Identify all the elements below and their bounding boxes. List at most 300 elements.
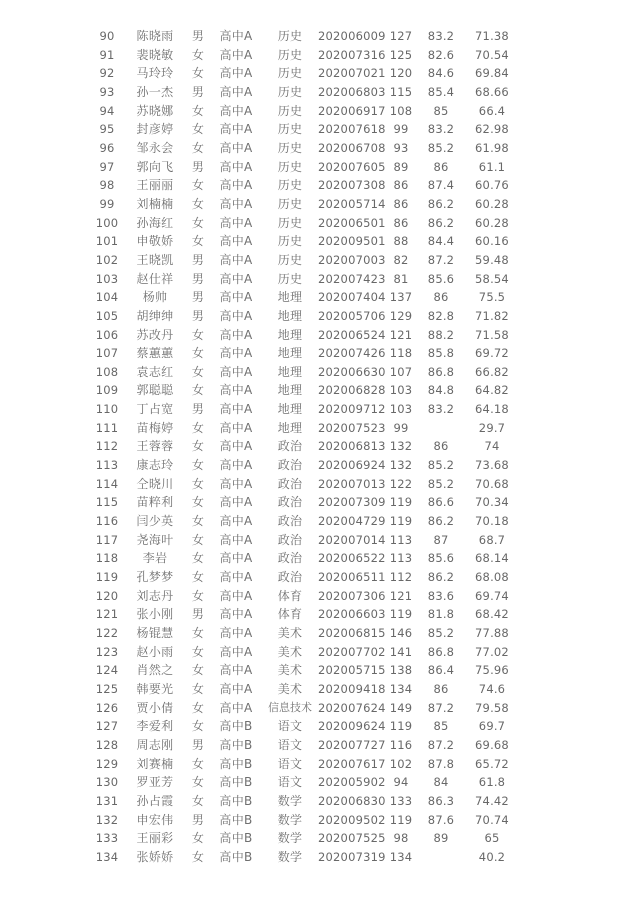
cell-subject: 语文: [277, 775, 303, 790]
cell-name: 闫少英: [136, 514, 174, 529]
cell-gender: 女: [191, 570, 205, 585]
cell-subject: 政治: [277, 439, 303, 454]
cell-score1: 119: [389, 812, 413, 827]
cell-school-level: 高中B: [219, 793, 253, 808]
cell-school-level: 高中A: [219, 103, 253, 118]
cell-index: 119: [95, 570, 119, 585]
cell-school-level: 高中A: [219, 252, 253, 267]
cell-school-level: 高中A: [219, 476, 253, 491]
cell-score1: 119: [389, 495, 413, 510]
table-row: [90, 475, 520, 494]
cell-score2: 83.6: [427, 588, 455, 603]
cell-score2: 84.4: [427, 234, 455, 249]
cell-index: 131: [95, 793, 119, 808]
score-table: [90, 27, 520, 867]
cell-index: 120: [95, 588, 119, 603]
table-row: [90, 643, 520, 662]
cell-score1: 103: [389, 383, 413, 398]
cell-subject: 历史: [277, 103, 303, 118]
cell-score2: 86.3: [427, 793, 455, 808]
cell-index: 96: [99, 140, 115, 155]
cell-gender: 女: [191, 458, 205, 473]
cell-subject: 美术: [277, 644, 303, 659]
cell-school-level: 高中A: [219, 458, 253, 473]
cell-name: 封彦婷: [136, 122, 174, 137]
cell-name: 刘志丹: [136, 588, 174, 603]
cell-score2: 83.2: [427, 122, 455, 137]
cell-exam-id: 202007702: [318, 644, 386, 659]
table-row: [90, 344, 520, 363]
cell-name: 周志刚: [136, 737, 174, 752]
cell-subject: 体育: [277, 588, 303, 603]
cell-score1: 99: [393, 420, 409, 435]
cell-score2: 82.6: [427, 47, 455, 62]
cell-score3: 59.48: [475, 252, 509, 267]
cell-subject: 政治: [277, 495, 303, 510]
cell-gender: 女: [191, 495, 205, 510]
cell-score2: 86: [433, 159, 449, 174]
table-row: [90, 232, 520, 251]
cell-score2: 86.8: [427, 644, 455, 659]
cell-score3: 68.42: [475, 607, 509, 622]
cell-score3: 77.88: [475, 626, 509, 640]
cell-score3: 60.16: [475, 234, 509, 249]
cell-score3: 68.7: [478, 532, 506, 547]
cell-index: 98: [99, 178, 115, 193]
cell-school-level: 高中A: [219, 588, 253, 603]
cell-gender: 女: [191, 644, 205, 659]
cell-subject: 政治: [277, 551, 303, 566]
table-row: [90, 195, 520, 214]
cell-score2: 86: [433, 439, 449, 454]
cell-exam-id: 202006630: [318, 364, 386, 379]
cell-school-level: 高中A: [219, 215, 253, 230]
cell-score2: 85.4: [427, 84, 455, 99]
cell-school-level: 高中A: [219, 159, 253, 174]
cell-name: 王晓凯: [136, 252, 174, 267]
cell-subject: 数学: [277, 812, 303, 827]
table-row: [90, 699, 520, 718]
cell-score3: 65: [484, 831, 500, 846]
cell-exam-id: 202007309: [318, 495, 386, 510]
cell-gender: 男: [191, 308, 205, 323]
cell-score2: 88.2: [427, 327, 455, 342]
cell-index: 117: [95, 532, 119, 547]
cell-school-level: 高中A: [219, 607, 253, 622]
cell-name: 杨锟慧: [136, 626, 174, 640]
cell-exam-id: 202006511: [318, 570, 386, 585]
cell-school-level: 高中A: [219, 514, 253, 529]
cell-index: 109: [95, 383, 119, 398]
cell-exam-id: 202006708: [318, 140, 386, 155]
cell-exam-id: 202007013: [318, 476, 386, 491]
cell-exam-id: 202006501: [318, 215, 386, 230]
cell-gender: 女: [191, 775, 205, 790]
table-row: [90, 158, 520, 177]
table-row: [90, 400, 520, 419]
table-row: [90, 326, 520, 345]
cell-gender: 女: [191, 234, 205, 249]
cell-index: 106: [95, 327, 119, 342]
cell-school-level: 高中A: [219, 122, 253, 137]
cell-school-level: 高中A: [219, 346, 253, 361]
cell-gender: 女: [191, 383, 205, 398]
cell-score1: 81: [393, 271, 409, 286]
cell-exam-id: 202007308: [318, 178, 386, 193]
table-row: [90, 680, 520, 699]
cell-score1: 122: [389, 476, 413, 491]
cell-subject: 历史: [277, 234, 303, 249]
cell-name: 苏晓娜: [136, 103, 174, 118]
cell-score2: 86: [433, 290, 449, 305]
table-row: [90, 419, 520, 438]
cell-school-level: 高中B: [219, 775, 253, 790]
cell-subject: 历史: [277, 196, 303, 211]
cell-score1: 86: [393, 178, 409, 193]
cell-exam-id: 202005902: [318, 775, 386, 790]
cell-score1: 137: [389, 290, 413, 305]
cell-exam-id: 202007605: [318, 159, 386, 174]
cell-score3: 71.82: [475, 308, 509, 323]
cell-exam-id: 202007727: [318, 737, 386, 752]
cell-score3: 79.58: [475, 700, 509, 715]
cell-index: 91: [99, 47, 115, 62]
cell-school-level: 高中B: [219, 737, 253, 752]
cell-score3: 58.54: [475, 271, 509, 286]
cell-exam-id: 202006522: [318, 551, 386, 566]
cell-gender: 女: [191, 47, 205, 62]
cell-index: 90: [99, 29, 115, 43]
cell-score3: 73.68: [475, 458, 509, 473]
cell-gender: 男: [191, 29, 205, 43]
table-row: [90, 102, 520, 121]
cell-name: 郭向飞: [136, 159, 174, 174]
cell-index: 121: [95, 607, 119, 622]
cell-score1: 102: [389, 756, 413, 771]
cell-exam-id: 202007003: [318, 252, 386, 267]
cell-score1: 132: [389, 439, 413, 454]
cell-exam-id: 202006924: [318, 458, 386, 473]
cell-gender: 男: [191, 402, 205, 417]
cell-score1: 94: [393, 775, 409, 790]
cell-score3: 66.82: [475, 364, 509, 379]
cell-score2: 85.2: [427, 476, 455, 491]
cell-score1: 138: [389, 663, 413, 678]
cell-score2: 85.2: [427, 626, 455, 640]
cell-subject: 政治: [277, 514, 303, 529]
cell-exam-id: 202009502: [318, 812, 386, 827]
cell-index: 101: [95, 234, 119, 249]
cell-score3: 40.2: [478, 849, 506, 864]
cell-index: 126: [95, 700, 119, 715]
table-row: [90, 46, 520, 65]
cell-score1: 132: [389, 458, 413, 473]
table-row: [90, 587, 520, 606]
cell-index: 114: [95, 476, 119, 491]
cell-exam-id: 202007426: [318, 346, 386, 361]
cell-gender: 男: [191, 84, 205, 99]
cell-score1: 98: [393, 831, 409, 846]
cell-score1: 134: [389, 681, 413, 696]
cell-name: 邹永会: [136, 140, 174, 155]
table-row: [90, 176, 520, 195]
cell-score2: 86.2: [427, 570, 455, 585]
cell-gender: 男: [191, 290, 205, 305]
cell-subject: 数学: [277, 849, 303, 864]
cell-school-level: 高中B: [219, 849, 253, 864]
table-row: [90, 456, 520, 475]
cell-score1: 119: [389, 719, 413, 734]
cell-exam-id: 202006917: [318, 103, 386, 118]
cell-index: 127: [95, 719, 119, 734]
cell-score2: 85.8: [427, 346, 455, 361]
cell-school-level: 高中A: [219, 84, 253, 99]
table-row: [90, 717, 520, 736]
cell-gender: 女: [191, 681, 205, 696]
cell-subject: 美术: [277, 681, 303, 696]
cell-score2: 89: [433, 831, 449, 846]
cell-exam-id: 202006603: [318, 607, 386, 622]
cell-name: 申宏伟: [136, 812, 174, 827]
cell-gender: 男: [191, 252, 205, 267]
cell-gender: 女: [191, 178, 205, 193]
cell-index: 102: [95, 252, 119, 267]
cell-school-level: 高中A: [219, 290, 253, 305]
cell-score3: 64.82: [475, 383, 509, 398]
cell-school-level: 高中A: [219, 551, 253, 566]
cell-score1: 89: [393, 159, 409, 174]
table-row: [90, 120, 520, 139]
cell-score2: 83.2: [427, 402, 455, 417]
cell-exam-id: 202009712: [318, 402, 386, 417]
cell-score1: 120: [389, 66, 413, 81]
cell-name: 张娇娇: [136, 849, 174, 864]
cell-school-level: 高中B: [219, 831, 253, 846]
cell-score1: 99: [393, 122, 409, 137]
cell-exam-id: 202006524: [318, 327, 386, 342]
cell-score3: 64.18: [475, 402, 509, 417]
cell-score3: 62.98: [475, 122, 509, 137]
cell-score3: 74: [484, 439, 500, 454]
cell-gender: 女: [191, 476, 205, 491]
cell-index: 107: [95, 346, 119, 361]
cell-name: 郭聪聪: [136, 383, 174, 398]
cell-subject: 地理: [277, 327, 303, 342]
cell-exam-id: 202006815: [318, 626, 386, 640]
cell-gender: 女: [191, 364, 205, 379]
cell-index: 108: [95, 364, 119, 379]
cell-name: 裴晓敏: [136, 47, 174, 62]
cell-school-level: 高中A: [219, 308, 253, 323]
cell-score1: 115: [389, 84, 413, 99]
cell-score1: 119: [389, 514, 413, 529]
cell-score2: 82.8: [427, 308, 455, 323]
cell-name: 孙占霞: [136, 793, 174, 808]
cell-gender: 女: [191, 551, 205, 566]
cell-exam-id: 202007617: [318, 756, 386, 771]
cell-school-level: 高中A: [219, 29, 253, 43]
cell-score1: 108: [389, 103, 413, 118]
cell-score2: 84.6: [427, 66, 455, 81]
cell-exam-id: 202007319: [318, 849, 386, 864]
cell-exam-id: 202006828: [318, 383, 386, 398]
cell-subject: 美术: [277, 626, 303, 640]
cell-school-level: 高中A: [219, 364, 253, 379]
cell-name: 罗亚芳: [136, 775, 174, 790]
cell-gender: 女: [191, 588, 205, 603]
cell-score3: 61.1: [478, 159, 506, 174]
cell-gender: 女: [191, 103, 205, 118]
cell-name: 李岩: [142, 551, 168, 566]
cell-score1: 93: [393, 140, 409, 155]
cell-exam-id: 202009501: [318, 234, 386, 249]
cell-subject: 地理: [277, 402, 303, 417]
cell-index: 112: [95, 439, 119, 454]
cell-score2: 86.2: [427, 196, 455, 211]
cell-score3: 71.38: [475, 29, 509, 43]
cell-subject: 历史: [277, 252, 303, 267]
cell-score1: 121: [389, 588, 413, 603]
cell-score1: 119: [389, 607, 413, 622]
cell-exam-id: 202007618: [318, 122, 386, 137]
cell-school-level: 高中A: [219, 383, 253, 398]
cell-index: 113: [95, 458, 119, 473]
cell-gender: 女: [191, 327, 205, 342]
cell-gender: 女: [191, 663, 205, 678]
table-row: [90, 512, 520, 531]
cell-name: 刘赛楠: [136, 756, 174, 771]
cell-name: 陈晓雨: [136, 29, 174, 43]
cell-gender: 女: [191, 346, 205, 361]
table-row: [90, 531, 520, 550]
cell-score1: 86: [393, 196, 409, 211]
cell-subject: 地理: [277, 346, 303, 361]
cell-exam-id: 202007014: [318, 532, 386, 547]
table-row: [90, 363, 520, 382]
cell-name: 苏改丹: [136, 327, 174, 342]
cell-index: 110: [95, 402, 119, 417]
table-row: [90, 792, 520, 811]
table-row: [90, 549, 520, 568]
cell-name: 尧海叶: [136, 532, 174, 547]
cell-subject: 语文: [277, 719, 303, 734]
cell-score1: 112: [389, 570, 413, 585]
table-row: [90, 307, 520, 326]
cell-score2: 86.8: [427, 364, 455, 379]
cell-score2: 86.2: [427, 514, 455, 529]
cell-index: 95: [99, 122, 115, 137]
cell-gender: 男: [191, 159, 205, 174]
cell-gender: 女: [191, 719, 205, 734]
cell-subject: 政治: [277, 476, 303, 491]
cell-exam-id: 202006813: [318, 439, 386, 454]
cell-score1: 127: [389, 29, 413, 43]
cell-score2: 86.2: [427, 215, 455, 230]
cell-score2: 86.4: [427, 663, 455, 678]
cell-name: 申敬娇: [136, 234, 174, 249]
cell-gender: 女: [191, 756, 205, 771]
cell-exam-id: 202007316: [318, 47, 386, 62]
cell-exam-id: 202005706: [318, 308, 386, 323]
cell-score3: 75.96: [475, 663, 509, 678]
cell-subject: 历史: [277, 47, 303, 62]
cell-school-level: 高中A: [219, 402, 253, 417]
cell-score2: 84: [433, 775, 449, 790]
cell-index: 118: [95, 551, 119, 566]
cell-school-level: 高中A: [219, 644, 253, 659]
cell-subject: 历史: [277, 140, 303, 155]
cell-school-level: 高中A: [219, 420, 253, 435]
cell-score3: 65.72: [475, 756, 509, 771]
cell-exam-id: 202007404: [318, 290, 386, 305]
table-row: [90, 568, 520, 587]
cell-score3: 68.08: [475, 570, 509, 585]
cell-name: 孙一杰: [136, 84, 174, 99]
cell-index: 122: [95, 626, 119, 640]
table-row: [90, 773, 520, 792]
cell-name: 胡绅绅: [136, 308, 174, 323]
cell-score3: 69.84: [475, 66, 509, 81]
cell-index: 99: [99, 196, 115, 211]
cell-name: 贾小倩: [136, 700, 174, 715]
cell-school-level: 高中A: [219, 532, 253, 547]
cell-gender: 女: [191, 439, 205, 454]
cell-school-level: 高中A: [219, 66, 253, 81]
cell-index: 94: [99, 103, 115, 118]
cell-gender: 男: [191, 607, 205, 622]
cell-gender: 女: [191, 700, 205, 715]
cell-subject: 地理: [277, 383, 303, 398]
cell-subject: 历史: [277, 178, 303, 193]
cell-score2: 87.2: [427, 737, 455, 752]
cell-score3: 61.8: [478, 775, 506, 790]
cell-index: 124: [95, 663, 119, 678]
cell-index: 103: [95, 271, 119, 286]
cell-exam-id: 202005715: [318, 663, 386, 678]
cell-score3: 75.5: [478, 290, 506, 305]
cell-score1: 129: [389, 308, 413, 323]
cell-score3: 74.6: [478, 681, 506, 696]
cell-exam-id: 202007525: [318, 831, 386, 846]
cell-subject: 地理: [277, 420, 303, 435]
cell-gender: 女: [191, 793, 205, 808]
cell-name: 马玲玲: [136, 66, 174, 81]
cell-score3: 70.54: [475, 47, 509, 62]
cell-gender: 女: [191, 831, 205, 846]
cell-subject: 历史: [277, 271, 303, 286]
cell-score3: 77.02: [475, 644, 509, 659]
cell-score1: 134: [389, 849, 413, 864]
cell-exam-id: 202006009: [318, 29, 386, 43]
cell-index: 104: [95, 290, 119, 305]
cell-score2: 83.2: [427, 29, 455, 43]
cell-name: 韩要光: [136, 681, 174, 696]
cell-subject: 语文: [277, 756, 303, 771]
cell-gender: 男: [191, 271, 205, 286]
cell-score3: 69.68: [475, 737, 509, 752]
cell-index: 123: [95, 644, 119, 659]
cell-score1: 141: [389, 644, 413, 659]
cell-gender: 男: [191, 737, 205, 752]
cell-score2: 87.2: [427, 252, 455, 267]
cell-score3: 68.14: [475, 551, 509, 566]
cell-exam-id: 202007523: [318, 420, 386, 435]
cell-score1: 88: [393, 234, 409, 249]
cell-index: 132: [95, 812, 119, 827]
table-row: [90, 381, 520, 400]
cell-score1: 113: [389, 551, 413, 566]
cell-school-level: 高中A: [219, 47, 253, 62]
